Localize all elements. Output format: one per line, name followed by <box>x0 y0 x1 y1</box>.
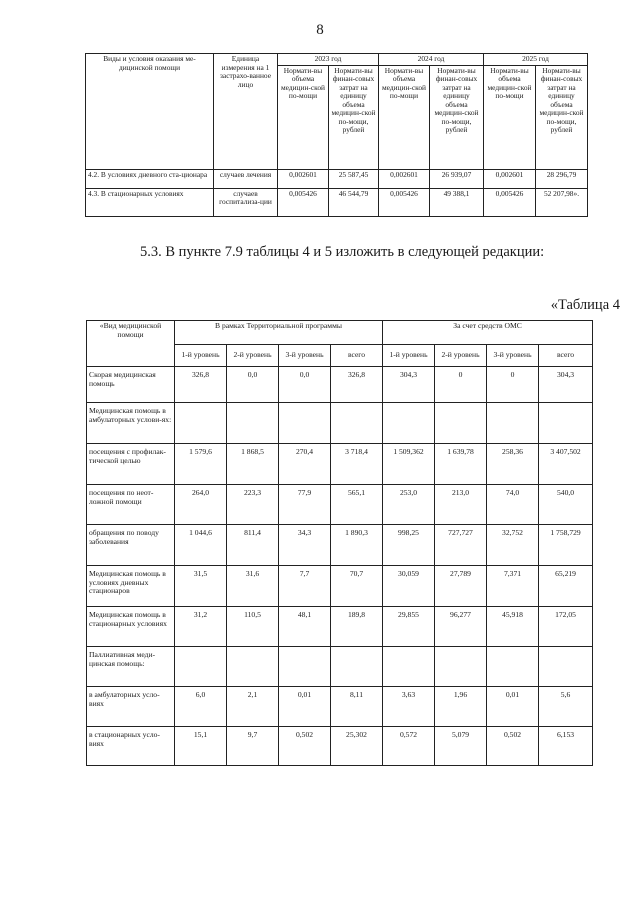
t2-cell <box>539 403 593 444</box>
t2-cell: 3,63 <box>383 687 435 727</box>
table-normatives <box>85 53 588 217</box>
t2-cell: 31,2 <box>175 607 227 647</box>
t2-cell <box>331 647 383 687</box>
table-row <box>87 647 593 687</box>
t2-cell <box>435 403 487 444</box>
t2-cell: 48,1 <box>279 607 331 647</box>
t2-cell: 1 639,78 <box>435 444 487 485</box>
t1-sub-volume: Нормати-вы объема медицин-ской по-мощи <box>278 65 329 169</box>
t1-cell: 25 587,45 <box>329 169 379 188</box>
t2-cell: 32,752 <box>487 525 539 566</box>
t1-row-label: 4.3. В стационарных условиях <box>86 188 214 216</box>
t2-cell <box>487 403 539 444</box>
t2-cell: 0 <box>487 367 539 403</box>
t2-cell: 34,3 <box>279 525 331 566</box>
t2-cell: 326,8 <box>331 367 383 403</box>
t2-cell: 110,5 <box>227 607 279 647</box>
t2-cell: 727,727 <box>435 525 487 566</box>
table-row <box>87 444 593 485</box>
t2-cell: 8,11 <box>331 687 383 727</box>
t2-row-label: Медицинская помощь в условиях дневных стационаров <box>87 566 175 607</box>
table-row <box>87 607 593 647</box>
t2-cell: 0,502 <box>279 727 331 766</box>
t2-cell <box>227 403 279 444</box>
t2-cell: 326,8 <box>175 367 227 403</box>
table-caption: «Таблица 4 <box>550 297 620 313</box>
t1-cell: 0,005426 <box>484 188 536 216</box>
table-4 <box>86 320 593 766</box>
t1-sub-cost: Нормати-вы финан-совых затрат на единицу объема медицин-ской по-мощи, рублей <box>329 65 379 169</box>
t1-cell: 0,005426 <box>278 188 329 216</box>
t2-cell: 6,0 <box>175 687 227 727</box>
t2-cell: 77,9 <box>279 485 331 525</box>
t2-cell: 96,277 <box>435 607 487 647</box>
t2-cell: 5,6 <box>539 687 593 727</box>
t2-cell: 0,0 <box>227 367 279 403</box>
t2-cell: 30,059 <box>383 566 435 607</box>
t1-year-2024: 2024 год <box>379 54 484 66</box>
t2-cell: 1 509,362 <box>383 444 435 485</box>
t2-cell: 1,96 <box>435 687 487 727</box>
t2-cell: 304,3 <box>383 367 435 403</box>
table-row <box>87 687 593 727</box>
t2-cell: 253,0 <box>383 485 435 525</box>
t1-cell: 0,005426 <box>379 188 430 216</box>
t2-cell: 1 579,6 <box>175 444 227 485</box>
t2-cell: 70,7 <box>331 566 383 607</box>
t1-cell: 26 939,07 <box>430 169 484 188</box>
t2-cell: 172,05 <box>539 607 593 647</box>
t2-cell: 65,219 <box>539 566 593 607</box>
t2-cell: 6,153 <box>539 727 593 766</box>
t1-year-2025: 2025 год <box>484 54 588 66</box>
t2-cell <box>175 647 227 687</box>
t1-year-2023: 2023 год <box>278 54 379 66</box>
t2-cell: 0,502 <box>487 727 539 766</box>
t2-row-label: в стационарных усло-виях <box>87 727 175 766</box>
t2-cell: 1 044,6 <box>175 525 227 566</box>
table-row <box>87 403 593 444</box>
t2-cell: 0 <box>435 367 487 403</box>
t2-cell: 0,572 <box>383 727 435 766</box>
t2-row-label: посещения по неот-ложной помощи <box>87 485 175 525</box>
t2-cell: 74,0 <box>487 485 539 525</box>
t2-level-header: всего <box>331 345 383 367</box>
t2-group-territorial: В рамках Территориальной программы <box>175 321 383 345</box>
page-number: 8 <box>316 22 324 38</box>
t2-row-label: Медицинская помощь в стационарных условиях <box>87 607 175 647</box>
t2-cell: 27,789 <box>435 566 487 607</box>
table-row <box>87 727 593 766</box>
t2-cell: 189,8 <box>331 607 383 647</box>
t2-row-label: в амбулаторных усло-виях <box>87 687 175 727</box>
t2-cell <box>227 647 279 687</box>
t2-cell: 213,0 <box>435 485 487 525</box>
t2-cell <box>383 647 435 687</box>
amendment-paragraph: 5.3. В пункте 7.9 таблицы 4 и 5 изложить в следующей редакции: <box>140 244 545 260</box>
t1-row-unit: случаев лечения <box>214 169 278 188</box>
t2-level-header: 2-й уровень <box>227 345 279 367</box>
t2-cell: 5,079 <box>435 727 487 766</box>
t1-header-type: Виды и условия оказания ме-дицинской помощи <box>86 54 214 170</box>
t1-header-unit: Единица измерения на 1 застрахо-ванное лицо <box>214 54 278 170</box>
t2-cell: 9,7 <box>227 727 279 766</box>
t2-cell: 1 868,5 <box>227 444 279 485</box>
t1-cell: 46 544,79 <box>329 188 379 216</box>
t2-cell: 29,855 <box>383 607 435 647</box>
t1-sub-volume: Нормати-вы объема медицин-ской по-мощи <box>379 65 430 169</box>
table-row <box>86 188 588 216</box>
t2-cell <box>435 647 487 687</box>
t1-row-unit: случаев госпитализа-ции <box>214 188 278 216</box>
t1-sub-cost: Нормати-вы финан-совых затрат на единицу объема медицин-ской по-мощи, рублей <box>536 65 588 169</box>
t2-row-label: обращения по поводу заболевания <box>87 525 175 566</box>
t1-cell: 49 388,1 <box>430 188 484 216</box>
t2-cell <box>175 403 227 444</box>
t2-cell: 3 407,502 <box>539 444 593 485</box>
t2-cell: 304,3 <box>539 367 593 403</box>
table-row <box>87 367 593 403</box>
t2-cell: 2,1 <box>227 687 279 727</box>
t2-cell <box>487 647 539 687</box>
t2-level-header: 3-й уровень <box>487 345 539 367</box>
t2-level-header: 1-й уровень <box>383 345 435 367</box>
t2-level-header: 3-й уровень <box>279 345 331 367</box>
t2-row-label: посещения с профилак-тической целью <box>87 444 175 485</box>
t2-cell: 998,25 <box>383 525 435 566</box>
t2-level-header: 1-й уровень <box>175 345 227 367</box>
t2-cell: 7,7 <box>279 566 331 607</box>
t2-cell <box>279 647 331 687</box>
t2-cell: 1 890,3 <box>331 525 383 566</box>
t2-cell: 7,371 <box>487 566 539 607</box>
t2-header-type: «Вид медицинской помощи <box>87 321 175 367</box>
t1-cell: 0,002601 <box>278 169 329 188</box>
t2-cell: 0,0 <box>279 367 331 403</box>
t1-cell: 0,002601 <box>484 169 536 188</box>
t2-cell: 3 718,4 <box>331 444 383 485</box>
t2-level-header: 2-й уровень <box>435 345 487 367</box>
t1-cell: 52 207,98». <box>536 188 588 216</box>
t2-cell <box>539 647 593 687</box>
table-row <box>87 485 593 525</box>
t2-cell: 15,1 <box>175 727 227 766</box>
table-row <box>86 169 588 188</box>
t2-cell: 270,4 <box>279 444 331 485</box>
t2-cell <box>331 403 383 444</box>
t2-cell: 0,01 <box>279 687 331 727</box>
t2-cell: 540,0 <box>539 485 593 525</box>
t2-cell: 0,01 <box>487 687 539 727</box>
t2-cell: 811,4 <box>227 525 279 566</box>
t1-sub-volume: Нормати-вы объема медицин-ской по-мощи <box>484 65 536 169</box>
t2-cell <box>383 403 435 444</box>
t2-cell <box>279 403 331 444</box>
t2-cell: 31,6 <box>227 566 279 607</box>
t1-cell: 28 296,79 <box>536 169 588 188</box>
t2-cell: 45,918 <box>487 607 539 647</box>
t1-cell: 0,002601 <box>379 169 430 188</box>
t2-cell: 25,302 <box>331 727 383 766</box>
t1-row-label: 4.2. В условиях дневного ста-ционара <box>86 169 214 188</box>
t2-row-label: Медицинская помощь в амбулаторных услови-ях: <box>87 403 175 444</box>
t2-cell: 1 758,729 <box>539 525 593 566</box>
t2-row-label: Скорая медицинская помощь <box>87 367 175 403</box>
t2-group-oms: За счет средств ОМС <box>383 321 593 345</box>
t2-cell: 223,3 <box>227 485 279 525</box>
table-row <box>87 525 593 566</box>
t2-cell: 31,5 <box>175 566 227 607</box>
t2-cell: 565,1 <box>331 485 383 525</box>
t2-level-header: всего <box>539 345 593 367</box>
t2-cell: 258,36 <box>487 444 539 485</box>
t2-cell: 264,0 <box>175 485 227 525</box>
t2-row-label: Паллиативная меди-цинская помощь: <box>87 647 175 687</box>
table-row <box>87 566 593 607</box>
t1-sub-cost: Нормати-вы финан-совых затрат на единицу объема медицин-ской по-мощи, рублей <box>430 65 484 169</box>
